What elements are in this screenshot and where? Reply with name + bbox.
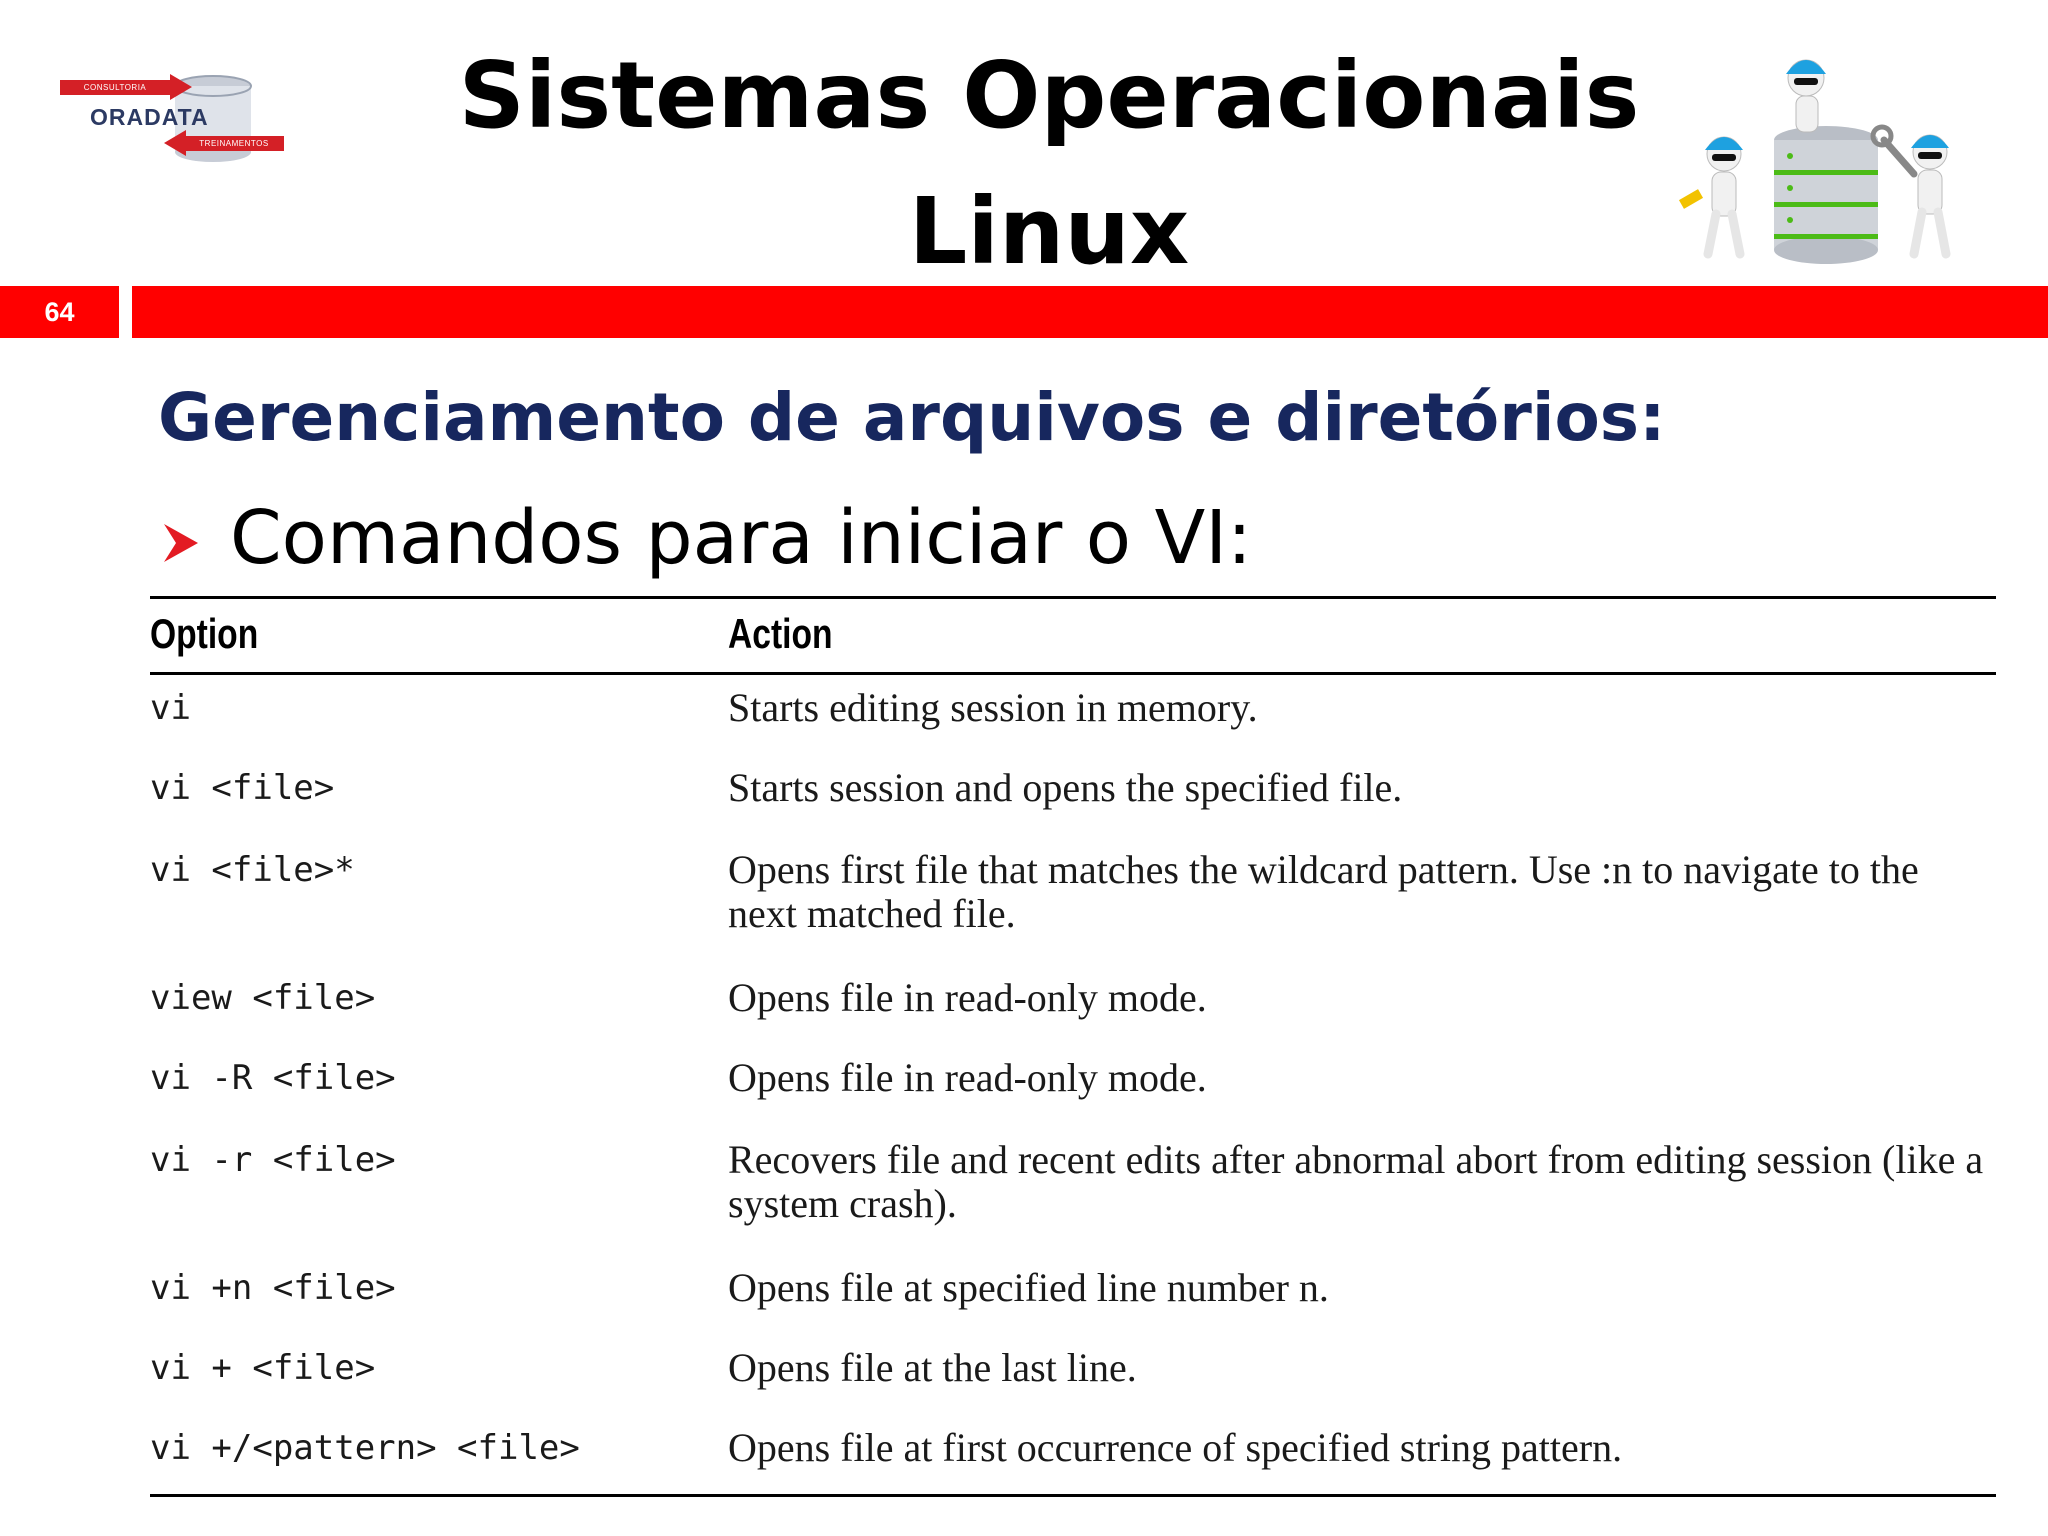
header-option: Option [150,610,259,657]
logo-band-bottom: TREINAMENTOS [184,136,284,151]
action-cell: Opens file at specified line number n. [728,1265,1329,1310]
action-cell: Starts editing session in memory. [728,685,1258,730]
title-line-1: Sistemas Operacionais [458,42,1640,149]
logo-band-top: CONSULTORIA [60,80,170,95]
action-cell: Opens file at first occurrence of specified string pattern. [728,1425,1623,1470]
slide-number: 64 [0,286,119,338]
table-header-rule [150,672,1996,675]
action-cell: Starts session and opens the specified file. [728,765,1403,810]
option-cell: view <file> [150,978,376,1018]
option-cell: vi +n <file> [150,1268,396,1308]
action-cell: Opens file in read-only mode. [728,1055,1207,1100]
option-cell: vi +/<pattern> <file> [150,1428,580,1468]
section-heading: Gerenciamento de arquivos e diretórios: [158,379,1666,456]
table-bottom-rule [150,1494,1996,1497]
header-action: Action [728,610,833,657]
logo-name: ORADATA [90,104,209,130]
header-red-bar [132,286,2048,338]
option-cell: vi -R <file> [150,1058,396,1098]
option-cell: vi <file>* [150,850,355,890]
table-top-rule [150,596,1996,599]
bullet-text: Comandos para iniciar o VI: [230,495,1252,581]
action-cell: Recovers file and recent edits after abnormal abort from editing session (like a system crash). [728,1137,1984,1226]
option-cell: vi [150,688,191,728]
option-cell: vi -r <file> [150,1140,396,1180]
server-workers-illustration [1666,44,1986,272]
option-cell: vi + <file> [150,1348,376,1388]
arrow-bullet-icon [162,522,200,564]
title-line-2: Linux [908,178,1190,285]
action-cell: Opens first file that matches the wildcard pattern. Use :n to navigate to the next matched file. [728,847,1919,936]
option-cell: vi <file> [150,768,335,808]
action-cell: Opens file at the last line. [728,1345,1137,1390]
action-cell: Opens file in read-only mode. [728,975,1207,1020]
